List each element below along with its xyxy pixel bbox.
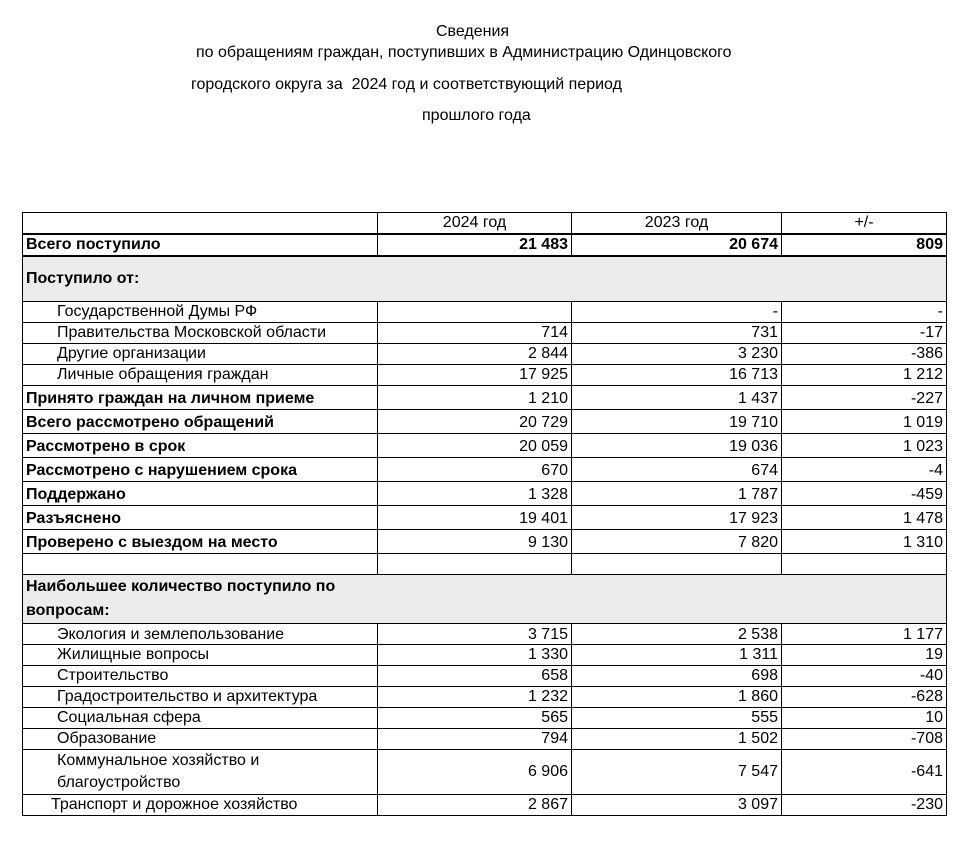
row-label: Жилищные вопросы (23, 645, 378, 666)
value-2024: 17 925 (378, 365, 572, 386)
table-row (23, 666, 947, 687)
value-2023: - (572, 302, 782, 323)
section-label: Поступило от: (23, 256, 947, 302)
value-2024: 2 867 (378, 795, 572, 816)
value-diff: 1 478 (782, 506, 947, 530)
value-2023: 698 (572, 666, 782, 687)
value-diff: 1 019 (782, 410, 947, 434)
value-2023: 3 230 (572, 344, 782, 365)
value-diff: -386 (782, 344, 947, 365)
doc-title: Сведения (436, 23, 510, 40)
value-2024: 20 729 (378, 410, 572, 434)
value-2023: 1 787 (572, 482, 782, 506)
row-label: Образование (23, 729, 378, 750)
section-label (23, 575, 947, 624)
value-2024: 1 330 (378, 645, 572, 666)
empty-cell (782, 554, 947, 575)
value-diff: 1 177 (782, 624, 947, 645)
value-diff: 809 (782, 234, 947, 256)
table-row (23, 365, 947, 386)
value-2024: 6 906 (378, 750, 572, 795)
table-row (23, 687, 947, 708)
table-header-row (23, 213, 947, 235)
table-row (23, 795, 947, 816)
row-label: Всего рассмотрено обращений (23, 410, 378, 434)
header-cell-diff: +/- (782, 213, 947, 235)
header-cell-2024: 2024 год (378, 213, 572, 235)
empty-cell (572, 554, 782, 575)
table-row (23, 624, 947, 645)
table-row (23, 530, 947, 554)
value-2023: 7 820 (572, 530, 782, 554)
appeals-table (22, 212, 947, 816)
table-row (23, 434, 947, 458)
value-2024: 714 (378, 323, 572, 344)
table-row (23, 708, 947, 729)
row-label: Принято граждан на личном приеме (23, 386, 378, 410)
table-row (23, 302, 947, 323)
row-label (23, 750, 378, 795)
value-2024 (378, 302, 572, 323)
value-2023: 7 547 (572, 750, 782, 795)
value-diff: 1 212 (782, 365, 947, 386)
doc-subtitle-line3: прошлого года (422, 107, 531, 124)
value-diff: 1 310 (782, 530, 947, 554)
value-2023: 731 (572, 323, 782, 344)
doc-subtitle-line2: городского округа за 2024 год и соответствующий период (191, 76, 622, 93)
value-diff: -40 (782, 666, 947, 687)
value-2024: 794 (378, 729, 572, 750)
doc-subtitle-line1: по обращениям граждан, поступивших в Администрацию Одинцовского (196, 44, 732, 61)
value-diff: -230 (782, 795, 947, 816)
table-row (23, 482, 947, 506)
table-row (23, 323, 947, 344)
value-2024: 658 (378, 666, 572, 687)
value-diff: -17 (782, 323, 947, 344)
row-label: Строительство (23, 666, 378, 687)
value-2024: 670 (378, 458, 572, 482)
value-2023: 17 923 (572, 506, 782, 530)
value-2023: 2 538 (572, 624, 782, 645)
row-label: Рассмотрено в срок (23, 434, 378, 458)
row-label: Экология и землепользование (23, 624, 378, 645)
value-2024: 2 844 (378, 344, 572, 365)
row-label: Другие организации (23, 344, 378, 365)
row-label-line2: благоустройство (57, 774, 181, 791)
table-row (23, 458, 947, 482)
header-cell-empty (23, 213, 378, 235)
value-diff: -628 (782, 687, 947, 708)
table-row (23, 506, 947, 530)
value-diff: 19 (782, 645, 947, 666)
value-diff: -227 (782, 386, 947, 410)
value-2023: 555 (572, 708, 782, 729)
value-diff: -4 (782, 458, 947, 482)
value-2023: 1 437 (572, 386, 782, 410)
section-label-line1: Наибольшее количество поступило по (26, 578, 336, 595)
value-2023: 3 097 (572, 795, 782, 816)
value-2024: 9 130 (378, 530, 572, 554)
value-2024: 3 715 (378, 624, 572, 645)
row-label: Правительства Московской области (23, 323, 378, 344)
value-2023: 1 311 (572, 645, 782, 666)
empty-cell (378, 554, 572, 575)
table-row (23, 729, 947, 750)
value-2024: 20 059 (378, 434, 572, 458)
value-diff: -708 (782, 729, 947, 750)
value-2023: 20 674 (572, 234, 782, 256)
value-2023: 19 036 (572, 434, 782, 458)
value-diff: - (782, 302, 947, 323)
table-row (23, 645, 947, 666)
empty-cell (23, 554, 378, 575)
row-label-line1: Коммунальное хозяйство и (57, 752, 260, 769)
table-row (23, 410, 947, 434)
value-2024: 1 210 (378, 386, 572, 410)
value-2023: 674 (572, 458, 782, 482)
section-row-topics (23, 575, 947, 624)
row-label: Поддержано (23, 482, 378, 506)
table-row (23, 750, 947, 795)
row-label: Государственной Думы РФ (23, 302, 378, 323)
row-label: Рассмотрено с нарушением срока (23, 458, 378, 482)
value-2024: 1 232 (378, 687, 572, 708)
row-label: Разъяснено (23, 506, 378, 530)
table-row (23, 344, 947, 365)
row-label: Градостроительство и архитектура (23, 687, 378, 708)
value-diff: 1 023 (782, 434, 947, 458)
value-2024: 21 483 (378, 234, 572, 256)
section-label-line2: вопросам: (26, 602, 110, 619)
row-label: Проверено с выездом на место (23, 530, 378, 554)
value-2024: 1 328 (378, 482, 572, 506)
value-diff: -641 (782, 750, 947, 795)
row-label: Всего поступило (23, 234, 378, 256)
table-row-total (23, 234, 947, 256)
table-row (23, 386, 947, 410)
value-2024: 19 401 (378, 506, 572, 530)
header-cell-2023: 2023 год (572, 213, 782, 235)
row-label: Социальная сфера (23, 708, 378, 729)
table-row-empty (23, 554, 947, 575)
value-diff: 10 (782, 708, 947, 729)
value-2023: 1 860 (572, 687, 782, 708)
row-label: Личные обращения граждан (23, 365, 378, 386)
value-2023: 19 710 (572, 410, 782, 434)
value-2023: 16 713 (572, 365, 782, 386)
value-2023: 1 502 (572, 729, 782, 750)
row-label: Транспорт и дорожное хозяйство (23, 795, 378, 816)
value-diff: -459 (782, 482, 947, 506)
section-row-received-from (23, 256, 947, 302)
value-2024: 565 (378, 708, 572, 729)
